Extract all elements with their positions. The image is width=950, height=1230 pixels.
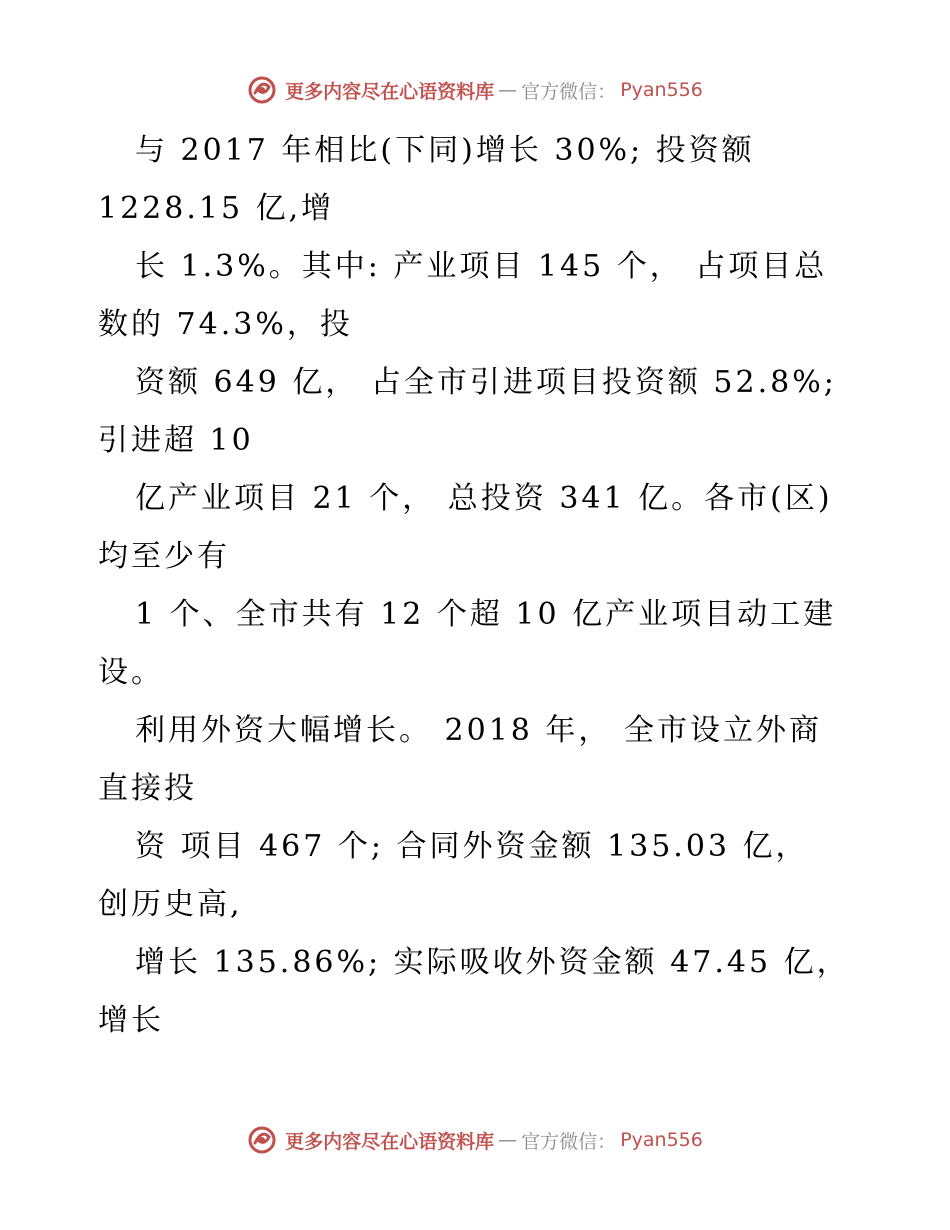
text-line-4: 数的 74.3%，投 — [98, 307, 353, 342]
footer-brand-text: 更多内容尽在心语资料库 — [285, 1130, 495, 1153]
swirl-logo-icon — [247, 75, 277, 105]
header-brand-text: 更多内容尽在心语资料库 — [285, 80, 495, 103]
footer-watermark — [247, 1125, 703, 1155]
header-watermark — [247, 75, 703, 105]
text-line-5: 资额 649 亿， 占全市引进项目投资额 52.8%; — [135, 365, 837, 400]
text-line-1: 与 2017 年相比(下同)增长 30%; 投资额 — [135, 133, 755, 168]
text-line-9: 1 个、全市共有 12 个超 10 亿产业项目动工建 — [135, 597, 837, 632]
text-line-2: 1228.15 亿,增 — [98, 191, 335, 226]
text-line-10: 设。 — [98, 655, 164, 690]
text-line-16: 增长 — [98, 1003, 164, 1038]
text-line-13: 资 项目 467 个; 合同外资金额 135.03 亿， — [135, 829, 809, 864]
text-line-11: 利用外资大幅增长。 2018 年， 全市设立外商 — [135, 713, 822, 748]
page-header — [0, 70, 950, 110]
header-wechat-id: Pyan556 — [620, 79, 703, 101]
header-separator: — — [498, 79, 518, 101]
text-line-7: 亿产业项目 21 个， 总投资 341 亿。各市(区) — [135, 481, 833, 516]
footer-separator: — — [498, 1129, 518, 1151]
page-footer — [0, 1120, 950, 1160]
text-line-15: 增长 135.86%; 实际吸收外资金额 47.45 亿， — [135, 945, 850, 980]
footer-wechat-id: Pyan556 — [620, 1129, 703, 1151]
text-line-8: 均至少有 — [98, 539, 230, 574]
document-body — [98, 122, 878, 1050]
text-line-6: 引进超 10 — [98, 423, 254, 458]
header-wechat-label: 官方微信： — [521, 80, 617, 103]
swirl-logo-icon — [247, 1125, 277, 1155]
text-line-14: 创历史高, — [98, 887, 243, 922]
text-line-3: 长 1.3%。其中: 产业项目 145 个， 占项目总 — [135, 249, 828, 284]
text-line-12: 直接投 — [98, 771, 197, 806]
footer-wechat-label: 官方微信： — [521, 1130, 617, 1153]
